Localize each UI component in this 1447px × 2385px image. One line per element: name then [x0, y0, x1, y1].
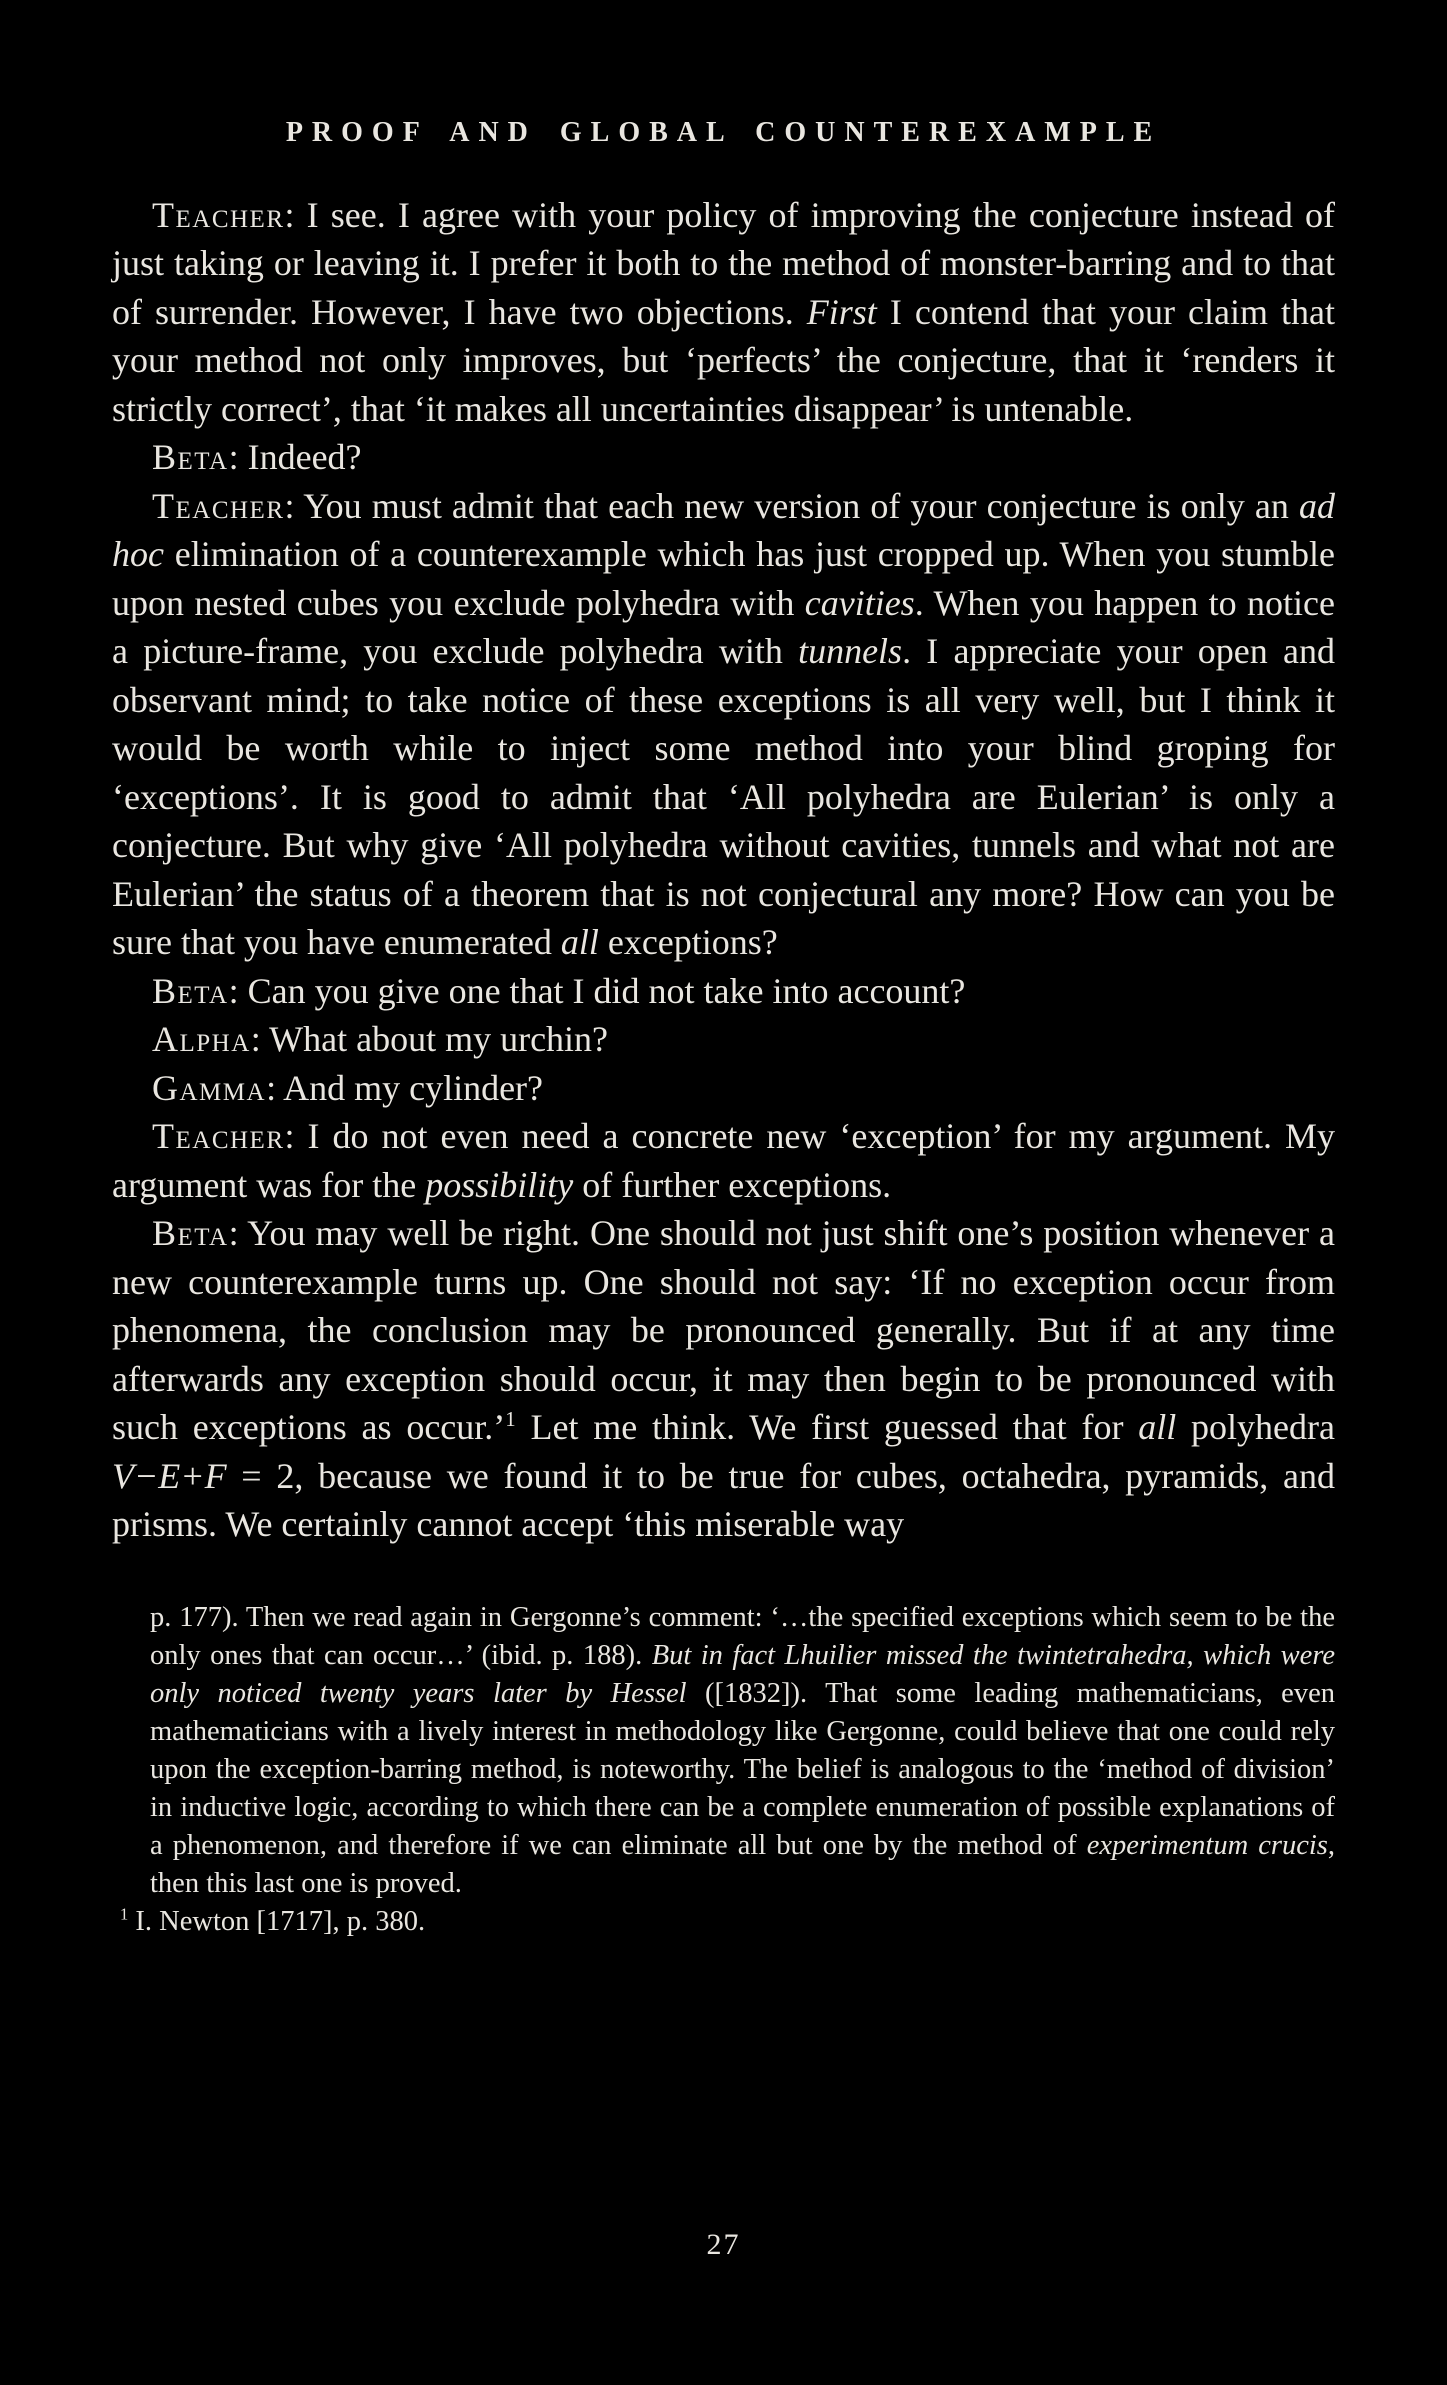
- text-run: I. Newton [1717], p. 380.: [128, 1905, 426, 1937]
- text-run: : You may well be right. One should not just shift one’s position whenever a new counterexample turns up. One should not say: ‘If no exception occur from phenomena, the conclusion may be pronounced generally. But if at any time afterwards any exception should occur, it may then begin to be pronounced with such exceptions as occur.’: [112, 1213, 1335, 1448]
- text-run: polyhedra: [1176, 1407, 1335, 1448]
- dialogue-paragraph: [112, 433, 1335, 482]
- text-run: : I do not even need a concrete new ‘exception’ for my argument. My argument was for the: [112, 1116, 1335, 1205]
- text-run: elimination of a counterexample which has just cropped up. When you stumble upon nested cubes you exclude polyhedra with: [112, 534, 1335, 623]
- text-run: ([1832]). That some leading mathematicians, even mathematicians with a lively interest in methodology like Gergonne, could believe that one could rely upon the exception-barring method, is noteworthy. The belief is analogous to the ‘method of division’ in inductive logic, according to which there can be a complete enumeration of possible explanations of a phenomenon, and therefore if we can eliminate all but one by the method of: [150, 1677, 1335, 1861]
- footnote-newton-reference: [120, 1903, 1335, 1941]
- dialogue-paragraph: [112, 482, 1335, 967]
- dialogue-paragraph: [112, 1112, 1335, 1209]
- italic-text: possibility: [425, 1164, 574, 1205]
- italic-text: experimentum crucis: [1086, 1829, 1328, 1861]
- italic-text: all: [560, 922, 599, 963]
- italic-text: First: [806, 291, 877, 332]
- text-run: : You must admit that each new version of your conjecture is only an: [284, 485, 1299, 526]
- dialogue-paragraph: [112, 1015, 1335, 1064]
- text-run: . I appreciate your open and observant mind; to take notice of these exceptions is all very well, but I think it would be worth while to inject some method into your blind groping for ‘exceptions’. It is good to admit that ‘All polyhedra are Eulerian’ is only a conjecture. But why give ‘All polyhedra without cavities, tunnels and what not are Eulerian’ the status of a theorem that is not conjectural any more? How can you be sure that you have enumerated: [112, 631, 1335, 963]
- text-run: exceptions?: [598, 922, 778, 963]
- italic-text: tunnels: [798, 631, 903, 672]
- text-run: . When you happen to notice a picture-frame, you exclude polyhedra with: [112, 582, 1335, 672]
- speaker-label: Teacher: [152, 485, 285, 526]
- speaker-label: Alpha: [152, 1019, 251, 1060]
- dialogue-text: [112, 191, 1335, 1549]
- text-run: I contend that your claim that your method not only improves, but ‘perfects’ the conjecture, that it ‘renders it strictly correct’, that ‘it makes all uncertainties disappear’ is untenable.: [112, 291, 1335, 429]
- footnote-marker: 1: [505, 1407, 516, 1432]
- text-run: : Can you give one that I did not take into account?: [228, 970, 966, 1011]
- italic-text: But in fact Lhuilier missed the twintetrahedra, which were only noticed twenty years later by Hessel: [150, 1639, 1335, 1709]
- italic-text: V−E+F: [112, 1455, 227, 1496]
- dialogue-paragraph: [112, 191, 1335, 434]
- italic-text: ad hoc: [112, 485, 1335, 575]
- dialogue-paragraph: [112, 967, 1335, 1016]
- speaker-label: Teacher: [152, 194, 285, 235]
- text-run: of further exceptions.: [573, 1164, 892, 1205]
- speaker-label: Beta: [152, 437, 229, 478]
- dialogue-paragraph: [112, 1064, 1335, 1113]
- italic-text: cavities: [804, 582, 915, 623]
- speaker-label: Teacher: [152, 1116, 285, 1157]
- page-title: PROOF AND GLOBAL COUNTEREXAMPLE: [285, 117, 1162, 148]
- text-run: : Indeed?: [228, 437, 362, 478]
- page-number: 27: [706, 2228, 741, 2261]
- text-run: p. 177). Then we read again in Gergonne’s comment: ‘…the specified exceptions which seem to be the only ones that can occur…’ (ibid. p. 188).: [150, 1601, 1335, 1671]
- dialogue-paragraph: [112, 1209, 1335, 1549]
- text-run: : And my cylinder?: [266, 1067, 544, 1108]
- footnote-continuation: [150, 1599, 1335, 1903]
- speaker-label: Beta: [152, 1213, 229, 1254]
- speaker-label: Beta: [152, 970, 229, 1011]
- speaker-label: Gamma: [152, 1067, 267, 1108]
- footnotes-block: [120, 1599, 1335, 1941]
- text-run: : What about my urchin?: [250, 1019, 609, 1060]
- text-run: = 2, because we found it to be true for cubes, octahedra, pyramids, and prisms. We certainly cannot accept ‘this miserable way: [112, 1455, 1335, 1545]
- footnote-marker: 1: [120, 1904, 129, 1924]
- text-run: , then this last one is proved.: [150, 1829, 1335, 1899]
- text-run: : I see. I agree with your policy of improving the conjecture instead of just taking or leaving it. I prefer it both to the method of monster-barring and to that of surrender. However, I have two objections.: [112, 194, 1335, 332]
- italic-text: all: [1138, 1407, 1177, 1448]
- text-run: Let me think. We first guessed that for: [515, 1407, 1139, 1448]
